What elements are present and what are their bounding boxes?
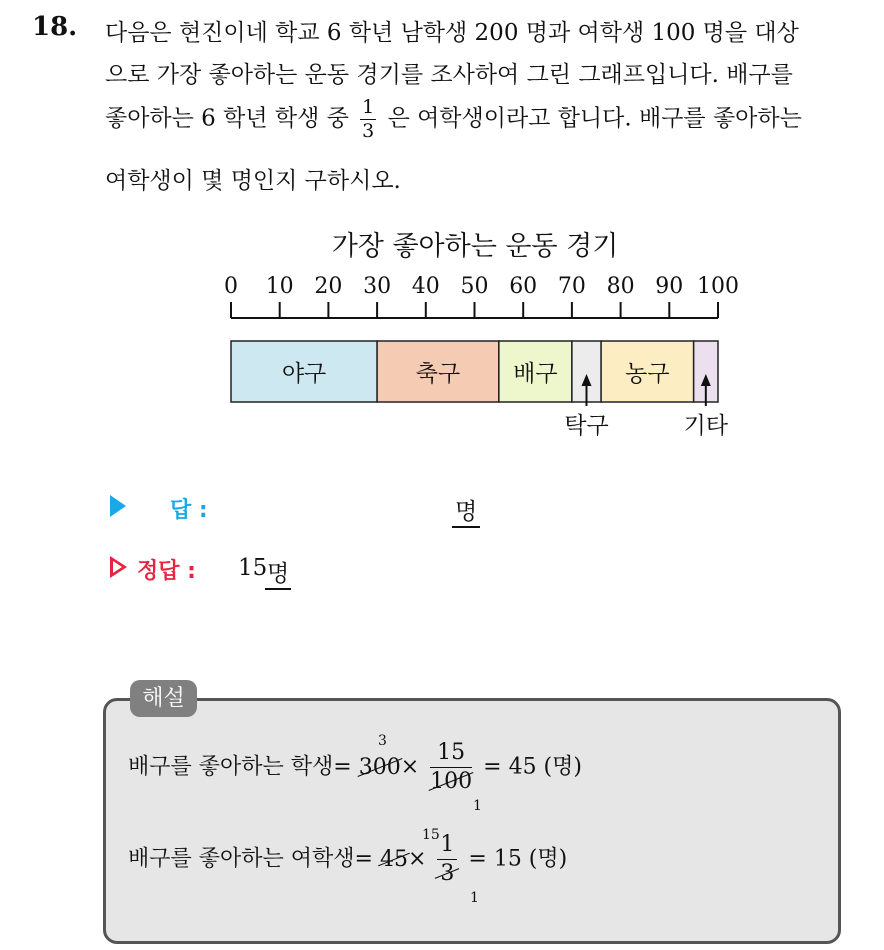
- segment-label: 배구: [513, 361, 558, 387]
- solution-line-2-result: = 15 (명): [468, 846, 568, 872]
- band-chart: [0, 0, 884, 470]
- solution-line-2-multiplier: 45: [379, 846, 408, 872]
- solution-line-1-result: = 45 (명): [483, 754, 582, 780]
- tick-label: 80: [606, 274, 635, 299]
- solution-line-2-denominator: 3: [437, 860, 457, 885]
- solution-line-2: 배구를 좋아하는 여학생= 45× $\frac{1}{3}$ = 15 (명): [128, 832, 568, 886]
- solution-line-1: 배구를 좋아하는 학생= 300× $\frac{15}{100}$ = 45 (명): [128, 740, 582, 794]
- fraction-denominator: 3: [362, 120, 375, 142]
- tick-label: 10: [265, 274, 294, 299]
- tick-label: 50: [460, 274, 489, 299]
- solution-line-1-multiplier: 300: [358, 754, 401, 780]
- question-line-3-prefix: 좋아하는 6 학년 학생 중: [105, 105, 349, 132]
- tick-label: 20: [314, 274, 343, 299]
- question-line-3-suffix: 은 여학생이라고 합니다. 배구를 좋아하는: [387, 105, 802, 132]
- solution-line-1-text: 배구를 좋아하는 학생=: [128, 754, 352, 780]
- solution-line-1-denominator: 100: [430, 769, 473, 794]
- solution-line-2-reduced-denominator: 1: [470, 890, 479, 906]
- correct-answer-marker-icon: [110, 556, 127, 578]
- question-number: 18.: [32, 12, 78, 42]
- answer-marker-icon: [110, 495, 126, 517]
- segment-label: 농구: [625, 361, 670, 387]
- solution-tab: 해설: [130, 680, 197, 717]
- segment-label: 탁구: [564, 413, 609, 439]
- correct-answer-unit: 명: [265, 555, 291, 590]
- tick-label: 60: [509, 274, 538, 299]
- segment-label: 야구: [281, 361, 327, 387]
- tick-label: 30: [363, 274, 392, 299]
- chart-title: 가장 좋아하는 운동 경기: [331, 231, 619, 262]
- answer-label: 답 :: [170, 498, 208, 523]
- correct-answer-value: 15: [238, 555, 268, 581]
- solution-line-2-fraction: [437, 834, 457, 885]
- fraction-numerator: 1: [362, 96, 375, 118]
- tick-label: 40: [411, 274, 440, 299]
- solution-line-2-numerator: 1: [437, 834, 457, 860]
- solution-box: [103, 698, 841, 944]
- tick-label: 0: [224, 274, 238, 299]
- solution-line-2-text: 배구를 좋아하는 여학생=: [128, 846, 373, 872]
- segment-label: 축구: [415, 361, 461, 387]
- answer-unit: 명: [452, 493, 480, 528]
- tick-label: 100: [697, 274, 739, 299]
- correct-answer-label: 정답 :: [137, 559, 196, 584]
- solution-line-1-reduced-denominator: 1: [473, 798, 482, 814]
- tick-label: 70: [557, 274, 586, 299]
- solution-line-2-reduced-multiplier: 15: [422, 827, 440, 843]
- question-line-4: 여학생이 몇 명인지 구하시오.: [105, 168, 401, 194]
- question-line-2: 으로 가장 좋아하는 운동 경기를 조사하여 그린 그래프입니다. 배구를: [105, 62, 793, 88]
- solution-line-1-numerator: 15: [430, 742, 472, 768]
- segment-label: 기타: [683, 413, 729, 439]
- solution-line-1-reduced-multiplier: 3: [378, 733, 387, 749]
- solution-line-1-fraction: [430, 742, 472, 793]
- tick-label: 90: [655, 274, 684, 299]
- question-line-1: 다음은 현진이네 학교 6 학년 남학생 200 명과 여학생 100 명을 대상: [105, 20, 799, 46]
